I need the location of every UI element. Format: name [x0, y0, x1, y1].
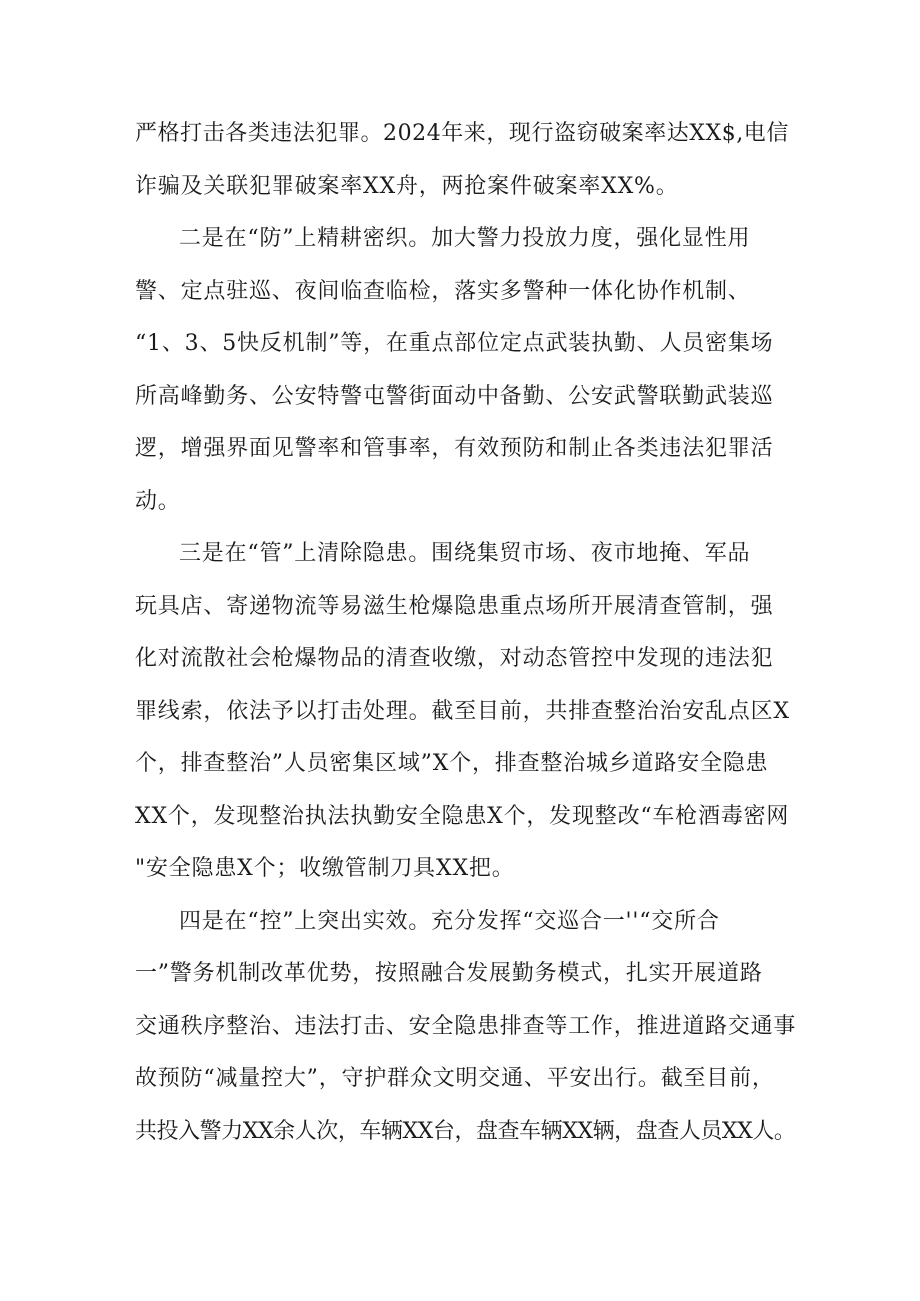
text-line: 交通秩序整治、违法打击、安全隐患排查等工作，推进道路交通事 [135, 1013, 797, 1039]
text-line: XX个，发现整治执法执勤安全隐患X个，发现整改“车枪酒毒密网 [135, 803, 790, 829]
document-body [135, 108, 795, 1158]
text-line: "安全隐患X个；收缴管制刀具XX把。 [135, 856, 515, 881]
text-line: 四是在“控”上突出实效。充分发挥“交巡合一''“交所合 [179, 908, 720, 934]
paragraph-3 [135, 528, 795, 896]
text-line: 诈骗及关联犯罪破案率XX舟，两抢案件破案率XX%。 [135, 173, 679, 199]
text-line: 所高峰勤务、公安特警屯警街面动中备勤、公安武警联勤武装巡 [135, 383, 774, 409]
text-line: “1、3、5快反机制”等，在重点部位定点武装执勤、人员密集场 [135, 331, 774, 356]
text-line: 动。 [135, 488, 181, 514]
text-line: 警、定点驻巡、夜间临查临检，落实多警种一体化协作机制、 [135, 278, 751, 304]
text-line: 一”警务机制改革优势，按照融合发展勤务模式，扎实开展道路 [135, 961, 763, 986]
text-line: 玩具店、寄递物流等易滋生枪爆隐患重点场所开展清查管制，强 [135, 593, 774, 619]
text-line: 个，排查整治”人员密集区域”X个，排查整治城乡道路安全隐患 [135, 751, 769, 776]
text-line: 严格打击各类违法犯罪。2024年来，现行盗窃破案率达XX$,电信 [135, 121, 789, 146]
text-line: 二是在“防”上精耕密织。加大警力投放力度，强化显性用 [179, 226, 751, 251]
text-line: 共投入警力XX余人次，车辆XX台，盘查车辆XX辆，盘查人员XX人。 [135, 1118, 796, 1144]
text-line: 三是在“管”上清除隐患。围绕集贸市场、夜市地掩、军品 [179, 541, 751, 566]
text-line: 故预防“减量控大”，守护群众文明交通、平安出行。截至目前， [135, 1066, 775, 1091]
text-line: 罪线索，依法予以打击处理。截至目前，共排查整治治安乱点区X [135, 698, 790, 724]
text-line: 逻，增强界面见警率和管事率，有效预防和制止各类违法犯罪活 [135, 436, 774, 461]
paragraph-4 [135, 896, 795, 1159]
paragraph-1 [135, 108, 795, 213]
text-line: 化对流散社会枪爆物品的清查收缴，对动态管控中发现的违法犯 [135, 646, 774, 671]
paragraph-2 [135, 213, 795, 528]
